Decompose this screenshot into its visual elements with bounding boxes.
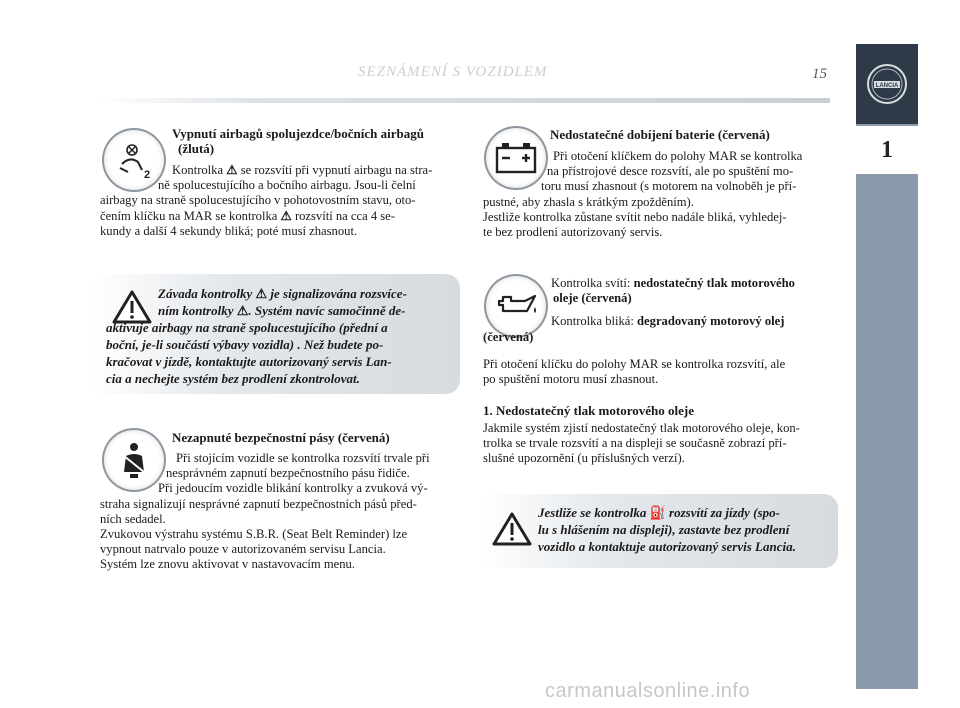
lancia-logo-icon [865, 62, 909, 106]
airbag-heading: Vypnutí airbagů spolujezdce/bočních airbagů (žlutá) [172, 126, 424, 156]
oil-description: Při otočení klíčku do polohy MAR se kontrolka rozsvítí, ale po spuštění motoru musí zhasnout. [483, 357, 786, 387]
header-rule [100, 98, 830, 103]
airbag-off-inline-icon: ⚠ [280, 208, 292, 223]
battery-heading: Nedostatečné dobíjení baterie (červená) [550, 127, 770, 142]
chapter-number: 1 [856, 126, 918, 174]
airbag-description: Kontrolka ⚠ se rozsvítí při vypnutí airbagu na stra- ně spolucestujícího a bočního airbagu. Jsou-li čelní airbagy na straně spolucestujícího v pohotovostním stavu, oto- čením klíčku na MAR se kontrolka ⚠ rozsvítí na cca 4 se- kundy a další 4 sekundy bliká; poté musí zhasnout. [100, 163, 433, 238]
battery-description: Při otočení klíčkem do polohy MAR se kontrolka na přístrojové desce rozsvítí, ale po spuštění mo- toru musí zhasnout (s motorem na volnoběh je pří- pustné, aby zhasla s krátkým zpožděním). Jestliže kontrolka zůstane svítit nebo nadále bliká, vyhledej- te bez prodlení autorizovaný servis. [483, 149, 803, 240]
seatbelt-description: Při stojícím vozidle se kontrolka rozsvítí trvale při nesprávném zapnutí bezpečnostního pásu řidiče. Při jedoucím vozidle blikání kontrolky a zvuková vý- straha signalizují nesprávné zapnutí bezpečnostních pásů před- ních sedadel. Zvukovou výstrahu systému S.B.R. (Seat Belt Reminder) lze vypnout natrvalo pouze v autorizovaném servisu Lancia. Systém lze znovu aktivovat v nastavovacím menu. [100, 451, 430, 572]
oil-warning-text: Jestliže se kontrolka ⛽ rozsvítí za jízdy (spo- lu s hlášením na displeji), zastavte bez prodlení vozidlo a kontaktuje autorizovaný servis Lancia. [538, 505, 796, 554]
svg-text:2: 2 [144, 169, 151, 181]
warning-triangle-icon [492, 512, 532, 546]
page-number: 15 [812, 66, 827, 82]
watermark: carmanualsonline.info [545, 680, 751, 702]
lancia-logo [856, 44, 918, 124]
seatbelt-heading: Nezapnuté bezpečnostní pásy (červená) [172, 430, 390, 445]
oil-sub-description: Jakmile systém zjistí nedostatečný tlak motorového oleje, kon- trolka se trvale rozsvítí a na displeji se současně zobrazí pří- slušné upozornění (u příslušných verzí). [483, 421, 800, 466]
svg-text:LANCIA: LANCIA [875, 83, 899, 89]
airbag-warning-text: Závada kontrolky ⚠ je signalizována rozsvíce- ním kontrolky ⚠. Systém navíc samočinně de- aktivuje airbagy na straně spolucestujícího (přední a boční, je-li součástí výbavy vozidla) . Než budete po- kračovat v jízdě, kontaktujte autorizovaný servis Lan- cia a nechejte systém bez prodlení zkontrolovat. [106, 286, 407, 386]
airbag-off-inline-icon: ⚠ [226, 163, 238, 177]
page-header-title: SEZNÁMENÍ S VOZIDLEM [358, 64, 548, 80]
oil-subheading: 1. Nedostatečný tlak motorového oleje [483, 403, 694, 418]
oil-status: Kontrolka svítí: nedostatečný tlak motorového oleje (červená) Kontrolka bliká: degradovaný motorový olej (červená) [483, 276, 795, 344]
